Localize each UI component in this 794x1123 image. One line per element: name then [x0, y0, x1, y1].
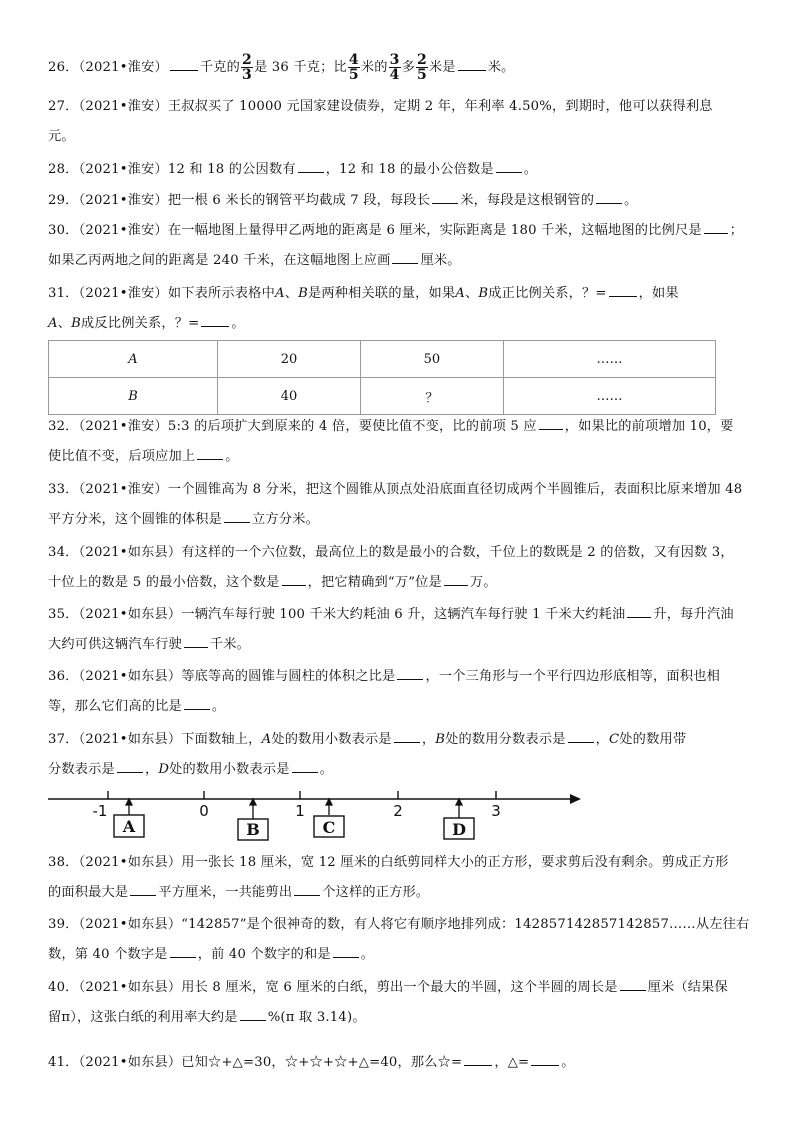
question-27: 27．（2021•淮安）王叔叔买了 10000 元国家建设债券，定期 2 年，年利率 4.50%，到期时，他可以获得利息 元。 [48, 99, 713, 144]
table-row: B 40 ？ …… [49, 378, 716, 415]
question-32: 32．（2021•淮安）5:3 的后项扩大到原来的 4 倍，要使比值不变，比的前项 5 应 ，如果比的前项增加 10，要 使比值不变，后项应加上 。 [48, 419, 734, 464]
question-28: 28．（2021•淮安）12 和 18 的公因数有 ，12 和 18 的最小公倍数是 。 [48, 162, 538, 177]
answer-blank[interactable] [568, 730, 594, 743]
axis-box-label: C [322, 818, 336, 837]
answer-blank[interactable] [197, 447, 223, 460]
question-37: 37．（2021•如东县）下面数轴上，A处的数用小数表示是 ，B处的数用分数表示是 ，C处的数用带 分数表示是 ，D处的数用小数表示是 。 [48, 732, 687, 777]
question-31: 31．（2021•淮安）如下表所示表格中A、B是两种相关联的量，如果A、B成正比例关系，？= ，如果 A、B成反比例关系，？= 。 [48, 286, 679, 331]
tick-label: 2 [393, 802, 403, 820]
axis-arrow-icon [570, 794, 581, 804]
answer-blank[interactable] [539, 417, 563, 430]
answer-blank[interactable] [397, 667, 423, 680]
tick-label: -1 [92, 802, 108, 820]
answer-blank[interactable] [392, 251, 418, 264]
axis-box-label: D [452, 820, 466, 839]
answer-blank[interactable] [620, 978, 646, 991]
question-36: 36．（2021•如东县）等底等高的圆锥与圆柱的体积之比是 ，一个三角形与一个平行四边形底相等，面积也相 等，那么它们高的比是 。 [48, 669, 720, 714]
question-33: 33．（2021•淮安）一个圆锥高为 8 分米，把这个圆锥从顶点处沿底面直径切成两个半圆锥后，表面积比原来增加 48 平方分米，这个圆锥的体积是 立方分米。 [48, 482, 743, 527]
answer-blank[interactable] [294, 883, 320, 896]
answer-blank[interactable] [444, 573, 468, 586]
fraction: $\frac{2}{5}$ [416, 52, 427, 83]
axis-box-label: A [122, 817, 136, 836]
answer-blank[interactable] [170, 945, 196, 958]
answer-blank[interactable] [201, 314, 229, 327]
answer-blank[interactable] [609, 284, 637, 297]
answer-blank[interactable] [458, 58, 486, 71]
answer-blank[interactable] [224, 510, 250, 523]
question-26: 26．（2021•淮安） 千克的 $\frac{2}{3}$ 是 36 千克；比 $\frac{4}{5}$ 米的 $\frac{3}{4}$ 多 $\frac{2}{5}$ 米是 米。 [48, 52, 515, 83]
tick-label: 3 [491, 802, 501, 820]
answer-blank[interactable] [240, 1008, 266, 1021]
question-41: 41．（2021•如东县）已知☆+△=30，☆+☆+☆+△=40，那么☆= ，△= 。 [48, 1055, 575, 1070]
question-29: 29．（2021•淮安）把一根 6 米长的钢管平均截成 7 段，每段长 米，每段是这根钢管的 。 [48, 193, 638, 208]
tick-label: 0 [199, 802, 209, 820]
answer-blank[interactable] [292, 760, 318, 773]
tick-label: 1 [295, 802, 305, 820]
answer-blank[interactable] [170, 58, 198, 71]
answer-blank[interactable] [130, 883, 156, 896]
answer-blank[interactable] [333, 945, 359, 958]
table-row: A 20 50 …… [49, 341, 716, 378]
answer-blank[interactable] [704, 221, 728, 234]
answer-blank[interactable] [298, 160, 324, 173]
answer-blank[interactable] [464, 1053, 492, 1066]
question-39: 39．（2021•如东县）“142857”是个很神奇的数，有人将它有顺序地排列成：142857142857142857……从左往右 数，第 40 个数字是 ，前 40 个数字的和是 。 [48, 917, 750, 962]
question-34: 34．（2021•如东县）有这样的一个六位数，最高位上的数是最小的合数，千位上的数既是 2 的倍数，又有因数 3， 十位上的数是 5 的最小倍数，这个数是 ，把它精确到“万”位是 万。 [48, 545, 734, 590]
answer-blank[interactable] [496, 160, 522, 173]
answer-blank[interactable] [184, 697, 210, 710]
question-38: 38．（2021•如东县）用一张长 18 厘米，宽 12 厘米的白纸剪同样大小的正方形，要求剪后没有剩余。剪成正方形 的面积最大是 平方厘米，一共能剪出 个这样的正方形。 [48, 855, 729, 900]
fraction: $\frac{2}{3}$ [242, 52, 252, 83]
fraction: $\frac{3}{4}$ [389, 52, 400, 83]
answer-blank[interactable] [282, 573, 306, 586]
answer-blank[interactable] [117, 760, 143, 773]
answer-blank[interactable] [184, 635, 208, 648]
answer-blank[interactable] [627, 605, 651, 618]
number-line [48, 785, 588, 841]
fraction: $\frac{4}{5}$ [348, 52, 359, 83]
question-40: 40．（2021•如东县）用长 8 厘米，宽 6 厘米的白纸，剪出一个最大的半圆，这个半圆的周长是 厘米（结果保 留π），这张白纸的利用率大约是 %(π 取 3.14)。 [48, 980, 728, 1025]
proportion-table [48, 340, 716, 415]
question-35: 35．（2021•如东县）一辆汽车每行驶 100 千米大约耗油 6 升，这辆汽车每行驶 1 千米大约耗油 升，每升汽油 大约可供这辆汽车行驶 千米。 [48, 607, 734, 652]
q26-prefix: 26．（2021•淮安） [48, 60, 168, 75]
answer-blank[interactable] [394, 730, 420, 743]
answer-blank[interactable] [432, 191, 458, 204]
axis-box-label: B [246, 820, 260, 839]
question-30: 30．（2021•淮安）在一幅地图上量得甲乙两地的距离是 6 厘米，实际距离是 180 千米，这幅地图的比例尺是 ； 如果乙丙两地之间的距离是 240 千米，在这幅地图上应画 厘米。 [48, 223, 744, 268]
answer-blank[interactable] [596, 191, 622, 204]
answer-blank[interactable] [531, 1053, 559, 1066]
